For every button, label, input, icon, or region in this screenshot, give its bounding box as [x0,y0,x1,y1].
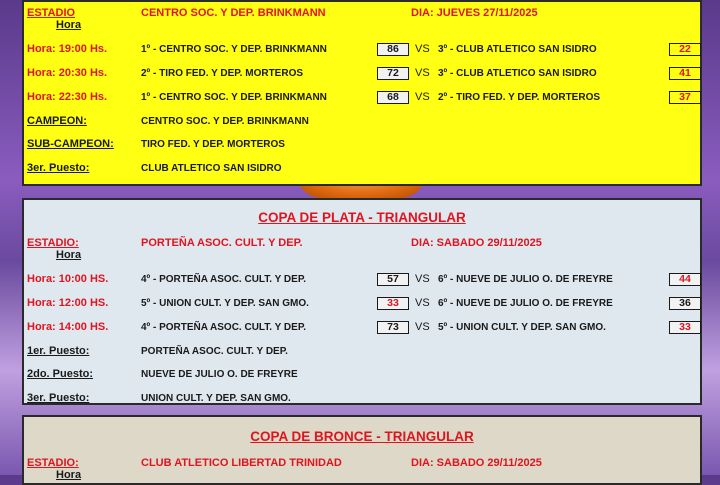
home-team: 4º - PORTEÑA ASOC. CULT. Y DEP. [141,322,306,333]
away-team: 6º - NUEVE DE JULIO O. DE FREYRE [438,298,613,309]
vs-label: VS [415,91,430,103]
home-team: 5º - UNION CULT. Y DEP. SAN GMO. [141,298,309,309]
venue-name: CLUB ATLETICO LIBERTAD TRINIDAD [141,457,342,469]
gold-cup-panel [22,0,702,186]
match-date: DIA: JUEVES 27/11/2025 [411,7,538,19]
away-score: 36 [669,297,701,310]
home-score: 68 [377,91,409,104]
vs-label: VS [415,321,430,333]
venue-name: PORTEÑA ASOC. CULT. Y DEP. [141,237,303,249]
result-label: CAMPEON: [27,115,87,127]
away-team: 5º - UNION CULT. Y DEP. SAN GMO. [438,322,606,333]
home-team: 1º - CENTRO SOC. Y DEP. BRINKMANN [141,92,327,103]
result-team: TIRO FED. Y DEP. MORTEROS [141,139,285,150]
away-team: 6º - NUEVE DE JULIO O. DE FREYRE [438,274,613,285]
away-score: 22 [669,43,701,56]
result-team: PORTEÑA ASOC. CULT. Y DEP. [141,346,288,357]
panel-title: COPA DE PLATA - TRIANGULAR [258,210,466,225]
away-team: 3º - CLUB ATLETICO SAN ISIDRO [438,68,597,79]
result-label: 2do. Puesto: [27,368,94,380]
vs-label: VS [415,67,430,79]
estadio-label: ESTADIO: [27,237,79,249]
away-team: 2º - TIRO FED. Y DEP. MORTEROS [438,92,601,103]
vs-label: VS [415,43,430,55]
home-score: 73 [377,321,409,334]
result-label: SUB-CAMPEON: [27,138,114,150]
match-time: Hora: 19:00 Hs. [27,43,108,55]
away-score: 33 [669,321,701,334]
home-team: 4º - PORTEÑA ASOC. CULT. Y DEP. [141,274,306,285]
home-team: 2º - TIRO FED. Y DEP. MORTEROS [141,68,304,79]
result-team: UNION CULT. Y DEP. SAN GMO. [141,393,291,404]
result-team: CLUB ATLETICO SAN ISIDRO [141,163,282,174]
estadio-label: ESTADIO [27,7,76,19]
estadio-label: ESTADIO: [27,457,79,469]
match-time: Hora: 10:00 HS. [27,273,109,285]
hora-label: Hora [56,249,82,261]
result-team: NUEVE DE JULIO O. DE FREYRE [141,369,298,380]
hora-label: Hora [56,19,82,31]
away-team: 3º - CLUB ATLETICO SAN ISIDRO [438,44,597,55]
match-date: DIA: SABADO 29/11/2025 [411,457,542,469]
away-score: 37 [669,91,701,104]
venue-name: CENTRO SOC. Y DEP. BRINKMANN [141,7,326,19]
hora-label: Hora [56,469,82,481]
panel-title: COPA DE BRONCE - TRIANGULAR [250,429,474,444]
away-score: 41 [669,67,701,80]
result-label: 1er. Puesto: [27,345,90,357]
home-score: 86 [377,43,409,56]
match-date: DIA: SABADO 29/11/2025 [411,237,542,249]
home-score: 33 [377,297,409,310]
match-time: Hora: 22:30 Hs. [27,91,108,103]
silver-cup-panel [22,198,702,405]
home-team: 1º - CENTRO SOC. Y DEP. BRINKMANN [141,44,327,55]
result-team: CENTRO SOC. Y DEP. BRINKMANN [141,116,309,127]
vs-label: VS [415,297,430,309]
match-time: Hora: 12:00 HS. [27,297,109,309]
vs-label: VS [415,273,430,285]
home-score: 72 [377,67,409,80]
result-label: 3er. Puesto: [27,162,90,174]
match-time: Hora: 20:30 Hs. [27,67,108,79]
away-score: 44 [669,273,701,286]
match-time: Hora: 14:00 HS. [27,321,109,333]
result-label: 3er. Puesto: [27,392,90,404]
home-score: 57 [377,273,409,286]
